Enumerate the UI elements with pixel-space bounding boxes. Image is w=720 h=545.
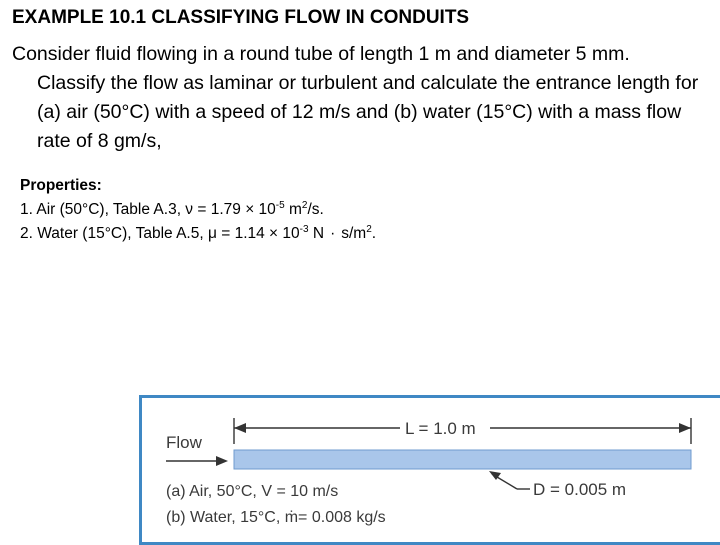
property-air-unit-exponent: 2 bbox=[301, 200, 308, 211]
flow-arrow-head bbox=[216, 456, 228, 466]
property-water-end: . bbox=[371, 225, 377, 242]
tube-body bbox=[234, 450, 691, 469]
properties-heading: Properties: bbox=[20, 177, 102, 194]
property-water-exponent: -3 bbox=[299, 224, 309, 235]
property-water-unit-tail: s/m bbox=[341, 225, 367, 242]
tube-figure bbox=[139, 395, 720, 545]
property-air-text: 1. Air (50°C), Table A.3, ν = 1.79 × 10 bbox=[20, 201, 276, 218]
property-water-text: 2. Water (15°C), Table A.5, μ = 1.14 × 10 bbox=[20, 225, 300, 242]
diameter-label: D = 0.005 m bbox=[533, 480, 627, 499]
property-air-unit-tail: /s. bbox=[307, 201, 324, 218]
property-water-unit-base: N bbox=[308, 225, 325, 242]
property-air-exponent: -5 bbox=[275, 200, 285, 211]
problem-statement: Consider fluid flowing in a round tube of length 1 m and diameter 5 mm. Classify the flow as laminar or turbulent and calculate the entrance length for (a) air (50°C) with a speed of 12 m/s and (b) water (15°C) with a mass flow rate of 8 gm/s, bbox=[12, 43, 699, 152]
property-air-unit-base: m bbox=[284, 201, 302, 218]
property-air bbox=[20, 198, 376, 222]
flow-label: Flow bbox=[166, 433, 202, 452]
length-label: L = 1.0 m bbox=[405, 419, 476, 438]
tube-diagram bbox=[142, 398, 720, 545]
property-water bbox=[20, 222, 376, 246]
case-a-label: (a) Air, 50°C, V = 10 m/s bbox=[166, 483, 339, 500]
property-water-dot: · bbox=[330, 225, 336, 242]
properties-block bbox=[20, 174, 376, 246]
case-b-label: (b) Water, 15°C, ṁ= 0.008 kg/s bbox=[166, 509, 386, 526]
property-water-unit-exponent: 2 bbox=[366, 224, 372, 235]
length-arrow-right bbox=[679, 423, 691, 433]
example-title: EXAMPLE 10.1 CLASSIFYING FLOW IN CONDUITS bbox=[12, 7, 470, 28]
length-arrow-left bbox=[234, 423, 246, 433]
